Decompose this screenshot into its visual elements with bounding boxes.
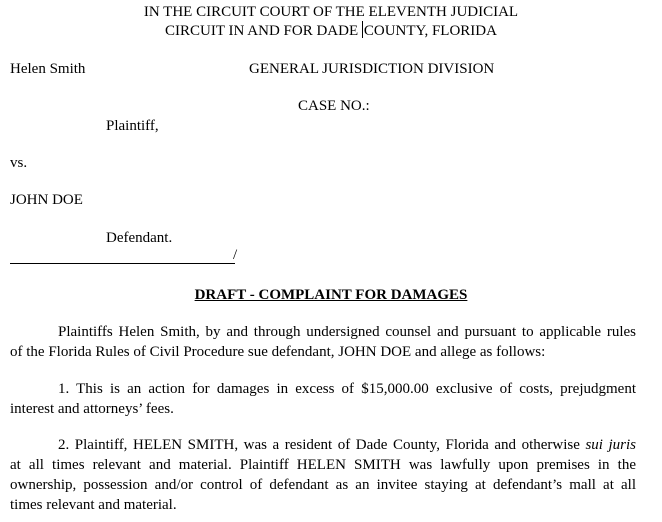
caption-rule [10, 263, 235, 264]
intro-line-1: Plaintiffs Helen Smith, by and through undersigned counsel and pursuant to applicable rules [58, 324, 636, 340]
paragraph-2-line-3: ownership, possession and/or control of defendant as an invitee staying at defendant’s mall at all [10, 477, 636, 493]
document-title: DRAFT - COMPLAINT FOR DAMAGES [194, 287, 468, 303]
case-number-label: CASE NO.: [298, 98, 370, 114]
paragraph-1 [10, 379, 636, 419]
paragraph-2-line-1-text: 2. Plaintiff, HELEN SMITH, was a resident of Dade County, Florida and otherwise [58, 437, 586, 453]
defendant-label: Defendant. [106, 230, 173, 246]
paragraph-2 [10, 435, 636, 515]
caption-slash: / [233, 247, 238, 263]
court-heading-line-2-part-a: CIRCUIT IN AND FOR DADE [165, 23, 362, 39]
court-heading-line-2 [0, 21, 662, 41]
paragraph-2-line-1 [10, 435, 636, 455]
plaintiff-name: Helen Smith [10, 61, 86, 77]
court-heading-line-1: IN THE CIRCUIT COURT OF THE ELEVENTH JUDICIAL [143, 4, 519, 20]
paragraph-1-line-1: 1. This is an action for damages in excess of $15,000.00 exclusive of costs, prejudgment [58, 381, 636, 397]
plaintiff-label: Plaintiff, [106, 118, 159, 134]
text-cursor [362, 21, 363, 38]
paragraph-2-line-2: at all times relevant and material. Plaintiff HELEN SMITH was lawfully upon premises in the [10, 457, 636, 473]
intro-line-2: of the Florida Rules of Civil Procedure sue defendant, JOHN DOE and allege as follows: [10, 344, 546, 360]
defendant-name: JOHN DOE [10, 192, 83, 208]
versus-label: vs. [10, 155, 28, 171]
paragraph-1-line-2: interest and attorneys’ fees. [10, 401, 174, 417]
intro-paragraph [10, 322, 636, 362]
paragraph-2-sui-juris: sui juris [585, 437, 636, 453]
division-label: GENERAL JURISDICTION DIVISION [249, 61, 495, 77]
court-heading-line-2-part-b: COUNTY, FLORIDA [363, 23, 497, 39]
paragraph-2-line-4: times relevant and material. [10, 497, 177, 513]
